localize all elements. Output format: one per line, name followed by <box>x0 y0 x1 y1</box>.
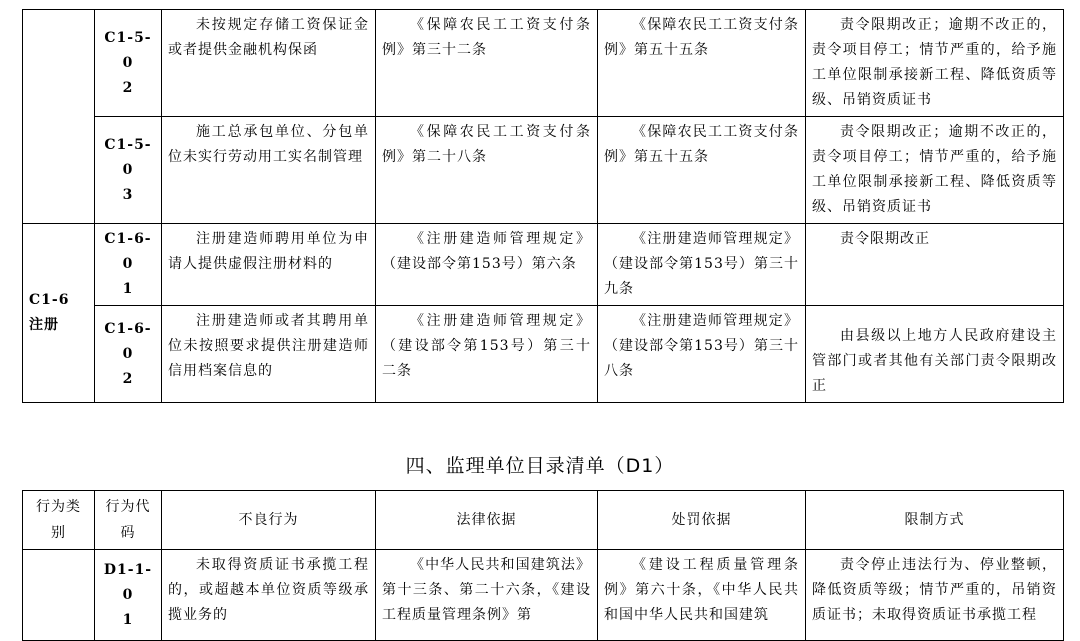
behavior-cell: 注册建造师或者其聘用单位未按照要求提供注册建造师信用档案信息的 <box>162 306 376 403</box>
penalty-basis-cell: 《注册建造师管理规定》（建设部令第153号）第三十九条 <box>598 224 806 306</box>
code-line: C1-6-0 <box>104 320 152 362</box>
code-line: 1 <box>122 281 134 297</box>
restriction-cell: 由县级以上地方人民政府建设主管部门或者其他有关部门责令限期改正 <box>806 306 1064 403</box>
restriction-cell <box>806 550 1064 641</box>
legal-basis-cell: 《保障农民工工资支付条例》第三十二条 <box>376 10 598 117</box>
header-restriction: 限制方式 <box>806 491 1064 550</box>
legal-basis-text: 《中华人民共和国建筑法》第十三条、第二十六条，《建设工程质量管理条例》第 <box>382 557 591 623</box>
legal-basis-cell: 《保障农民工工资支付条例》第二十八条 <box>376 117 598 224</box>
penalty-basis-cell <box>598 550 806 641</box>
code-line: C1-5-0 <box>104 29 152 71</box>
code-line: 2 <box>122 79 134 96</box>
penalty-basis-cell: 《注册建造师管理规定》（建设部令第153号）第三十八条 <box>598 306 806 403</box>
restriction-cell: 责令限期改正；逾期不改正的，责令项目停工；情节严重的，给予施工单位限制承接新工程、降低资质等级、吊销资质证书 <box>806 10 1064 117</box>
header-code: 行为代码 <box>95 491 162 550</box>
category-cell: C1-6 注册 <box>23 224 95 403</box>
code-line: 1 <box>122 611 134 628</box>
category-cell-empty <box>23 10 95 224</box>
header-legal-basis: 法律依据 <box>376 491 598 550</box>
penalty-basis-cell: 《保障农民工工资支付条例》第五十五条 <box>598 117 806 224</box>
code-cell <box>95 10 162 117</box>
category-cell-empty <box>23 550 95 641</box>
restriction-text: 责令停止违法行为、停业整顿，降低资质等级；情节严重的，吊销资质证书；未取得资质证书承揽工程 <box>812 557 1057 623</box>
code-line: C1-6-0 <box>104 231 152 272</box>
header-penalty-basis: 处罚依据 <box>598 491 806 550</box>
behavior-cell: 注册建造师聘用单位为申请人提供虚假注册材料的 <box>162 224 376 306</box>
table-row <box>23 117 1064 224</box>
table-row <box>23 306 1064 403</box>
header-row <box>23 491 1064 550</box>
code-cell <box>95 550 162 641</box>
code-line: D1-1-0 <box>103 561 153 603</box>
legal-basis-cell <box>376 550 598 641</box>
restriction-cell: 责令限期改正 <box>806 224 1064 306</box>
regulation-table-d1 <box>22 490 1064 641</box>
code-line: 3 <box>122 186 134 203</box>
section-title: 四、监理单位目录清单（D1） <box>405 455 675 477</box>
behavior-text: 未取得资质证书承揽工程的，或超越本单位资质等级承揽业务的 <box>168 557 369 623</box>
penalty-basis-cell: 《保障农民工工资支付条例》第五十五条 <box>598 10 806 117</box>
code-cell <box>95 306 162 403</box>
code-cell <box>95 224 162 306</box>
penalty-basis-text: 《建设工程质量管理条例》第六十条，《中华人民共和国中华人民共和国建筑 <box>604 557 799 623</box>
regulation-table-c1 <box>22 9 1064 403</box>
behavior-cell <box>162 550 376 641</box>
header-behavior: 不良行为 <box>162 491 376 550</box>
table-row <box>23 224 1064 306</box>
table-row <box>23 550 1064 641</box>
code-cell <box>95 117 162 224</box>
behavior-cell: 未按规定存储工资保证金或者提供金融机构保函 <box>162 10 376 117</box>
legal-basis-cell: 《注册建造师管理规定》（建设部令第153号）第三十二条 <box>376 306 598 403</box>
table-row <box>23 10 1064 117</box>
code-line: 2 <box>122 370 134 387</box>
header-category: 行为类别 <box>23 491 95 550</box>
restriction-cell: 责令限期改正；逾期不改正的，责令项目停工；情节严重的，给予施工单位限制承接新工程、降低资质等级、吊销资质证书 <box>806 117 1064 224</box>
legal-basis-cell: 《注册建造师管理规定》（建设部令第153号）第六条 <box>376 224 598 306</box>
code-line: C1-5-0 <box>104 136 152 178</box>
behavior-cell: 施工总承包单位、分包单位未实行劳动用工实名制管理 <box>162 117 376 224</box>
